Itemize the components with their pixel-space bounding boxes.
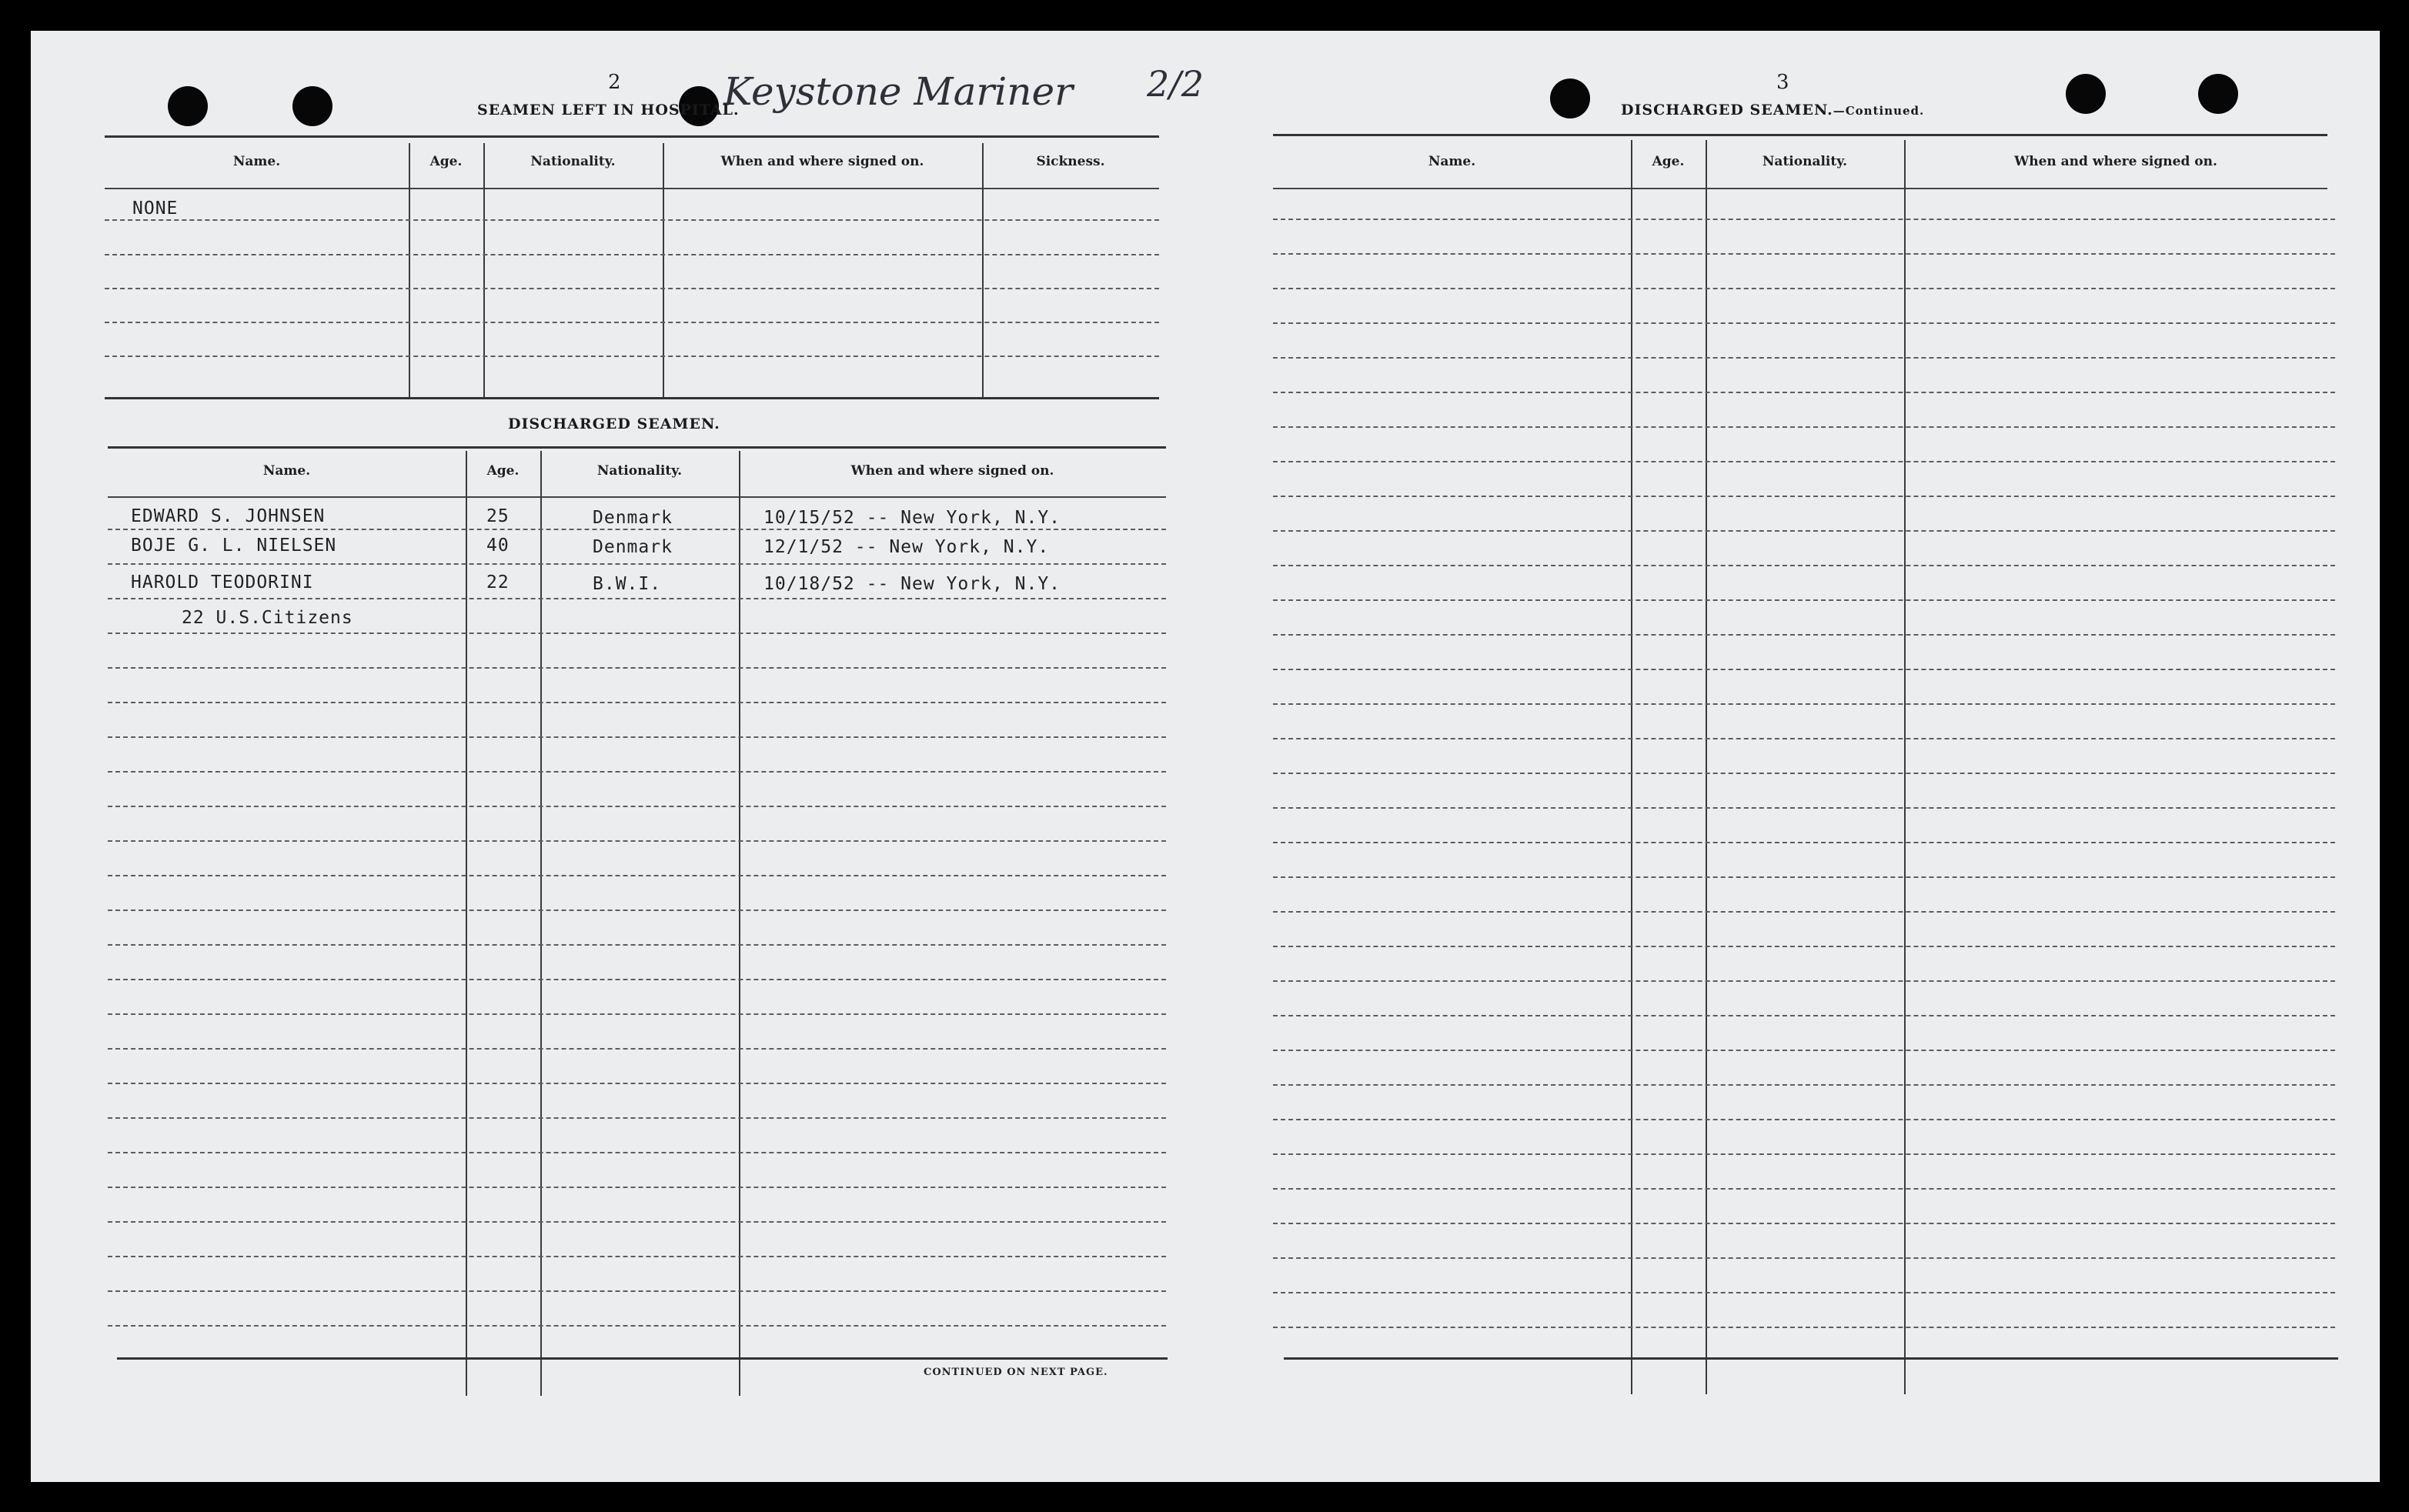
col-header-name: Name.	[232, 154, 281, 169]
punch-hole	[2066, 74, 2106, 114]
ruled-line	[108, 1013, 1166, 1015]
hospital-section-title: SEAMEN LEFT IN HOSPITAL.	[477, 102, 740, 118]
seaman-name: EDWARD S. JOHNSEN	[131, 506, 326, 526]
hospital-bottom-rule	[105, 397, 1159, 399]
seaman-name: HAROLD TEODORINI	[131, 572, 314, 592]
punch-hole	[168, 86, 208, 126]
column-divider	[663, 143, 664, 397]
col-header-age: Age.	[429, 154, 463, 169]
seaman-nationality: B.W.I.	[593, 574, 662, 594]
ruled-line	[1273, 565, 2335, 566]
right-title-suffix: —Continued.	[1833, 104, 1925, 118]
ruled-line	[1273, 946, 2335, 947]
ruled-line	[1273, 1153, 2335, 1155]
ruled-line	[1273, 599, 2335, 601]
col-header-signed-on: When and where signed on.	[2014, 154, 2217, 169]
discharged-bottom-rule	[117, 1357, 1168, 1360]
column-divider	[739, 451, 740, 1396]
punch-hole	[2198, 74, 2238, 114]
seaman-age: 22	[486, 572, 510, 592]
col-header-age: Age.	[1652, 154, 1685, 169]
col-header-signed-on: When and where signed on.	[850, 463, 1054, 479]
ruled-line	[1273, 253, 2335, 255]
seaman-nationality: Denmark	[593, 537, 673, 557]
seaman-nationality: Denmark	[593, 508, 673, 528]
ruled-line	[108, 806, 1166, 807]
col-header-signed-on: When and where signed on.	[720, 154, 924, 169]
ruled-line	[108, 1117, 1166, 1119]
ruled-line	[108, 598, 1166, 599]
right-section-title	[1621, 102, 1924, 118]
seaman-signed-on: 10/15/52 -- New York, N.Y.	[763, 508, 1061, 528]
ruled-line	[108, 1048, 1166, 1050]
discharged-top-rule	[108, 446, 1166, 449]
ruled-line	[108, 1083, 1166, 1084]
ruled-line	[1273, 876, 2335, 878]
ruled-line	[108, 1325, 1166, 1327]
ruled-line	[105, 219, 1159, 221]
column-divider	[1706, 140, 1707, 1394]
ruled-line	[1273, 530, 2335, 532]
handwritten-vessel-name: Keystone Mariner	[723, 69, 1073, 114]
ruled-line	[1273, 1050, 2335, 1051]
ruled-line	[108, 910, 1166, 911]
discharged-header-rule	[108, 496, 1166, 498]
ruled-line	[108, 944, 1166, 946]
ruled-line	[108, 736, 1166, 738]
seaman-name: BOJE G. L. NIELSEN	[131, 536, 337, 556]
ruled-line	[108, 1187, 1166, 1188]
ruled-line	[108, 840, 1166, 842]
column-divider	[409, 143, 410, 397]
ruled-line	[1273, 634, 2335, 636]
col-header-age: Age.	[486, 463, 520, 479]
punch-hole	[1550, 78, 1590, 118]
discharged-section-title: DISCHARGED SEAMEN.	[508, 416, 720, 432]
ruled-line	[1273, 288, 2335, 289]
ruled-line	[1273, 1327, 2335, 1328]
right-bottom-rule	[1284, 1357, 2338, 1360]
ruled-line	[1273, 461, 2335, 462]
ruled-line	[108, 1152, 1166, 1153]
hospital-entry: NONE	[132, 199, 179, 219]
ruled-line	[108, 529, 1166, 530]
col-header-name: Name.	[262, 463, 311, 479]
right-top-rule	[1273, 134, 2327, 136]
ruled-line	[1273, 807, 2335, 809]
ruled-line	[108, 1290, 1166, 1292]
ruled-line	[108, 875, 1166, 876]
citizens-note: 22 U.S.Citizens	[182, 608, 353, 628]
column-divider	[540, 451, 542, 1396]
ruled-line	[108, 979, 1166, 980]
seaman-signed-on: 12/1/52 -- New York, N.Y.	[763, 537, 1050, 557]
ruled-line	[105, 322, 1159, 323]
ruled-line	[1273, 738, 2335, 739]
ruled-line	[1273, 911, 2335, 913]
ruled-line	[108, 771, 1166, 773]
right-page-number: 3	[1776, 71, 1789, 94]
seaman-signed-on: 10/18/52 -- New York, N.Y.	[763, 574, 1061, 594]
col-header-sickness: Sickness.	[1036, 154, 1105, 169]
hospital-header-rule	[105, 188, 1159, 189]
column-divider	[1904, 140, 1906, 1394]
ruled-line	[1273, 669, 2335, 670]
ruled-line	[105, 288, 1159, 289]
ruled-line	[1273, 980, 2335, 982]
continued-footer: CONTINUED ON NEXT PAGE.	[924, 1367, 1108, 1378]
column-divider	[1631, 140, 1632, 1394]
ruled-line	[108, 1256, 1166, 1257]
ruled-line	[105, 254, 1159, 255]
column-divider	[982, 143, 984, 397]
ruled-line	[1273, 1292, 2335, 1293]
ruled-line	[1273, 773, 2335, 774]
ruled-line	[1273, 1188, 2335, 1190]
col-header-nationality: Nationality.	[1762, 154, 1848, 169]
col-header-name: Name.	[1428, 154, 1476, 169]
left-page-number: 2	[608, 71, 621, 94]
ruled-line	[1273, 426, 2335, 428]
ruled-line	[1273, 1015, 2335, 1016]
ruled-line	[1273, 1257, 2335, 1259]
ruled-line	[1273, 1084, 2335, 1086]
punch-hole	[292, 86, 332, 126]
column-divider	[483, 143, 485, 397]
seaman-age: 25	[486, 506, 510, 526]
ruled-line	[1273, 392, 2335, 393]
handwritten-mark: 2/2	[1147, 63, 1204, 105]
ruled-line	[1273, 1119, 2335, 1120]
ruled-line	[1273, 357, 2335, 359]
ruled-line	[108, 1221, 1166, 1223]
ruled-line	[108, 563, 1166, 565]
hospital-top-rule	[105, 135, 1159, 138]
ruled-line	[1273, 842, 2335, 843]
right-header-rule	[1273, 188, 2327, 189]
ruled-line	[1273, 322, 2335, 324]
seaman-age: 40	[486, 536, 510, 556]
ruled-line	[1273, 703, 2335, 705]
col-header-nationality: Nationality.	[530, 154, 616, 169]
column-divider	[466, 451, 467, 1396]
ruled-line	[108, 667, 1166, 669]
ruled-line	[108, 633, 1166, 634]
right-title-text: DISCHARGED SEAMEN.	[1621, 102, 1833, 118]
ruled-line	[1273, 1223, 2335, 1224]
ruled-line	[108, 702, 1166, 703]
document-paper	[31, 31, 2380, 1482]
col-header-nationality: Nationality.	[596, 463, 683, 479]
ruled-line	[1273, 219, 2335, 220]
ruled-line	[105, 355, 1159, 357]
ruled-line	[1273, 496, 2335, 497]
